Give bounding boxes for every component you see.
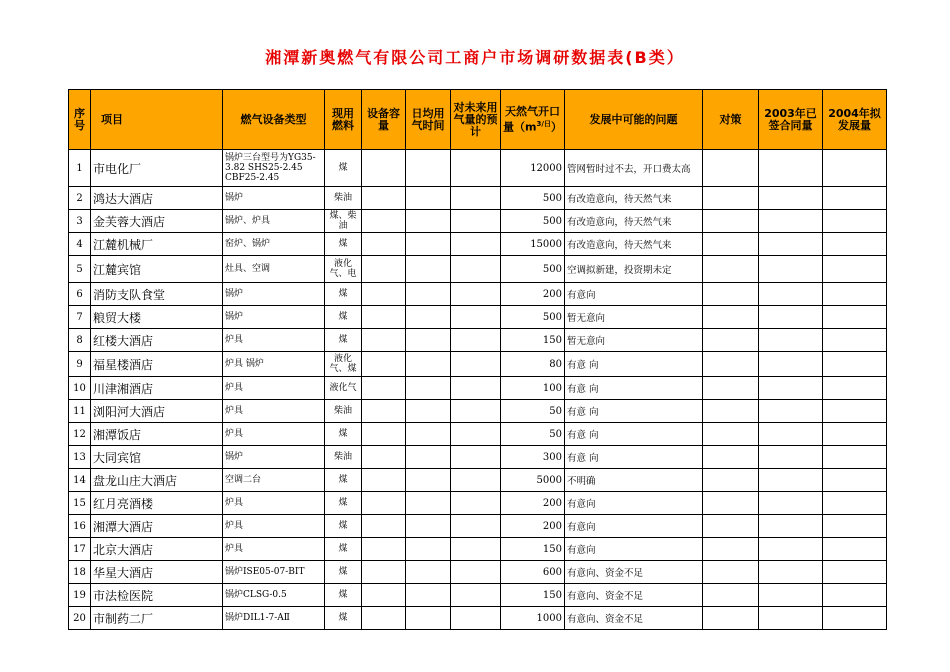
row-gas-volume: 5000 <box>501 469 565 492</box>
header-issues: 发展中可能的问题 <box>565 90 703 150</box>
table-row <box>69 515 887 538</box>
row-fuel: 煤 <box>325 306 362 329</box>
row-fuel: 煤 <box>325 584 362 607</box>
header-countermeasure: 对策 <box>703 90 759 150</box>
table-row <box>69 469 887 492</box>
row-capacity <box>362 492 406 515</box>
row-project-name: 福星楼酒店 <box>91 352 223 377</box>
row-signed-2003 <box>759 210 823 233</box>
row-gas-volume: 12000 <box>501 150 565 187</box>
row-future-gas <box>451 256 501 283</box>
row-number: 11 <box>69 400 91 423</box>
row-capacity <box>362 256 406 283</box>
row-number: 12 <box>69 423 91 446</box>
row-plan-2004 <box>823 584 887 607</box>
row-gas-volume: 200 <box>501 515 565 538</box>
row-plan-2004 <box>823 233 887 256</box>
row-project-name: 市法检医院 <box>91 584 223 607</box>
row-project-name: 大同宾馆 <box>91 446 223 469</box>
row-issue: 有意向 <box>565 283 703 306</box>
row-capacity <box>362 400 406 423</box>
table-row <box>69 492 887 515</box>
row-plan-2004 <box>823 377 887 400</box>
row-number: 7 <box>69 306 91 329</box>
row-equipment: 炉具 锅炉 <box>223 352 325 377</box>
row-countermeasure <box>703 584 759 607</box>
row-capacity <box>362 210 406 233</box>
row-project-name: 红月亮酒楼 <box>91 492 223 515</box>
table-body <box>69 150 887 630</box>
row-project-name: 湘潭大酒店 <box>91 515 223 538</box>
row-signed-2003 <box>759 584 823 607</box>
row-daily-hours <box>406 446 451 469</box>
table-row <box>69 400 887 423</box>
row-equipment: 炉具 <box>223 400 325 423</box>
table-row <box>69 233 887 256</box>
row-daily-hours <box>406 306 451 329</box>
row-signed-2003 <box>759 561 823 584</box>
row-fuel: 煤 <box>325 561 362 584</box>
row-plan-2004 <box>823 538 887 561</box>
header-plan-2004: 2004年拟发展量 <box>823 90 887 150</box>
row-equipment: 锅炉ISE05-07-BIT <box>223 561 325 584</box>
row-countermeasure <box>703 187 759 210</box>
row-countermeasure <box>703 515 759 538</box>
row-capacity <box>362 561 406 584</box>
row-capacity <box>362 187 406 210</box>
row-countermeasure <box>703 538 759 561</box>
row-future-gas <box>451 492 501 515</box>
row-gas-volume: 500 <box>501 187 565 210</box>
row-number: 3 <box>69 210 91 233</box>
row-number: 2 <box>69 187 91 210</box>
row-plan-2004 <box>823 150 887 187</box>
row-project-name: 川津湘酒店 <box>91 377 223 400</box>
row-future-gas <box>451 306 501 329</box>
header-daily-hours: 日均用气时间 <box>406 90 451 150</box>
row-project-name: 红楼大酒店 <box>91 329 223 352</box>
table-row <box>69 538 887 561</box>
row-capacity <box>362 538 406 561</box>
row-countermeasure <box>703 423 759 446</box>
row-signed-2003 <box>759 400 823 423</box>
row-daily-hours <box>406 187 451 210</box>
row-countermeasure <box>703 210 759 233</box>
row-number: 9 <box>69 352 91 377</box>
row-signed-2003 <box>759 283 823 306</box>
row-gas-volume: 500 <box>501 256 565 283</box>
row-number: 10 <box>69 377 91 400</box>
row-gas-volume: 50 <box>501 423 565 446</box>
row-signed-2003 <box>759 446 823 469</box>
row-fuel: 煤 <box>325 150 362 187</box>
row-number: 15 <box>69 492 91 515</box>
row-signed-2003 <box>759 306 823 329</box>
row-fuel: 液化气、电 <box>325 256 362 283</box>
row-issue: 暂无意向 <box>565 329 703 352</box>
row-signed-2003 <box>759 538 823 561</box>
row-future-gas <box>451 607 501 630</box>
row-issue: 暂无意向 <box>565 306 703 329</box>
row-gas-volume: 200 <box>501 283 565 306</box>
row-project-name: 浏阳河大酒店 <box>91 400 223 423</box>
row-plan-2004 <box>823 400 887 423</box>
row-plan-2004 <box>823 187 887 210</box>
row-fuel: 液化气、煤 <box>325 352 362 377</box>
row-countermeasure <box>703 607 759 630</box>
row-daily-hours <box>406 256 451 283</box>
row-project-name: 市电化厂 <box>91 150 223 187</box>
row-countermeasure <box>703 469 759 492</box>
header-fuel: 现用燃料 <box>325 90 362 150</box>
table-row <box>69 150 887 187</box>
gas-volume-label: 天然气开口量（m <box>503 104 560 134</box>
row-gas-volume: 200 <box>501 492 565 515</box>
row-future-gas <box>451 352 501 377</box>
row-number: 17 <box>69 538 91 561</box>
row-equipment: 锅炉 <box>223 446 325 469</box>
row-capacity <box>362 283 406 306</box>
gas-volume-close: ） <box>550 120 562 134</box>
row-issue: 有意向、资金不足 <box>565 607 703 630</box>
row-project-name: 北京大酒店 <box>91 538 223 561</box>
row-future-gas <box>451 400 501 423</box>
row-future-gas <box>451 283 501 306</box>
row-issue: 管网暂时过不去，开口费太高 <box>565 150 703 187</box>
row-countermeasure <box>703 352 759 377</box>
row-gas-volume: 300 <box>501 446 565 469</box>
row-daily-hours <box>406 584 451 607</box>
row-gas-volume: 15000 <box>501 233 565 256</box>
table-row <box>69 210 887 233</box>
row-signed-2003 <box>759 233 823 256</box>
row-issue: 有意 向 <box>565 446 703 469</box>
row-countermeasure <box>703 283 759 306</box>
row-equipment: 炉具 <box>223 538 325 561</box>
header-capacity: 设备容量 <box>362 90 406 150</box>
row-number: 19 <box>69 584 91 607</box>
row-daily-hours <box>406 515 451 538</box>
row-number: 1 <box>69 150 91 187</box>
table-row <box>69 256 887 283</box>
row-project-name: 盘龙山庄大酒店 <box>91 469 223 492</box>
header-no: 序号 <box>69 90 91 150</box>
row-number: 16 <box>69 515 91 538</box>
row-issue: 有意 向 <box>565 377 703 400</box>
row-capacity <box>362 150 406 187</box>
row-project-name: 粮贸大楼 <box>91 306 223 329</box>
row-future-gas <box>451 150 501 187</box>
row-capacity <box>362 515 406 538</box>
row-fuel: 煤 <box>325 469 362 492</box>
row-future-gas <box>451 329 501 352</box>
row-signed-2003 <box>759 187 823 210</box>
row-daily-hours <box>406 469 451 492</box>
row-daily-hours <box>406 150 451 187</box>
row-future-gas <box>451 210 501 233</box>
row-plan-2004 <box>823 352 887 377</box>
row-equipment: 窑炉、锅炉 <box>223 233 325 256</box>
row-issue: 有改造意向，待天然气来 <box>565 187 703 210</box>
row-capacity <box>362 306 406 329</box>
row-gas-volume: 80 <box>501 352 565 377</box>
row-gas-volume: 500 <box>501 210 565 233</box>
row-fuel: 柴油 <box>325 187 362 210</box>
row-plan-2004 <box>823 446 887 469</box>
row-plan-2004 <box>823 515 887 538</box>
row-capacity <box>362 233 406 256</box>
row-capacity <box>362 607 406 630</box>
row-capacity <box>362 469 406 492</box>
row-number: 6 <box>69 283 91 306</box>
header-signed-2003: 2003年已签合同量 <box>759 90 823 150</box>
row-equipment: 锅炉DIL1-7-AⅡ <box>223 607 325 630</box>
row-signed-2003 <box>759 607 823 630</box>
row-daily-hours <box>406 210 451 233</box>
row-project-name: 市制药二厂 <box>91 607 223 630</box>
row-future-gas <box>451 187 501 210</box>
row-fuel: 煤 <box>325 283 362 306</box>
row-future-gas <box>451 469 501 492</box>
row-equipment: 炉具 <box>223 423 325 446</box>
row-future-gas <box>451 584 501 607</box>
row-plan-2004 <box>823 329 887 352</box>
page-title: 湘潭新奥燃气有限公司工商户市场调研数据表(B类） <box>265 48 685 67</box>
row-countermeasure <box>703 492 759 515</box>
row-gas-volume: 500 <box>501 306 565 329</box>
row-signed-2003 <box>759 492 823 515</box>
row-future-gas <box>451 515 501 538</box>
row-gas-volume: 150 <box>501 538 565 561</box>
row-countermeasure <box>703 150 759 187</box>
gas-volume-unit: 3/日 <box>536 119 551 128</box>
row-fuel: 煤 <box>325 423 362 446</box>
row-plan-2004 <box>823 492 887 515</box>
row-fuel: 煤 <box>325 233 362 256</box>
row-plan-2004 <box>823 469 887 492</box>
row-number: 5 <box>69 256 91 283</box>
row-project-name: 金芙蓉大酒店 <box>91 210 223 233</box>
row-countermeasure <box>703 233 759 256</box>
table-row <box>69 446 887 469</box>
row-future-gas <box>451 561 501 584</box>
row-number: 13 <box>69 446 91 469</box>
survey-table <box>68 89 887 630</box>
row-fuel: 煤 <box>325 329 362 352</box>
row-daily-hours <box>406 352 451 377</box>
row-fuel: 柴油 <box>325 446 362 469</box>
row-daily-hours <box>406 423 451 446</box>
row-signed-2003 <box>759 469 823 492</box>
row-countermeasure <box>703 329 759 352</box>
row-gas-volume: 1000 <box>501 607 565 630</box>
row-future-gas <box>451 538 501 561</box>
row-daily-hours <box>406 283 451 306</box>
row-plan-2004 <box>823 423 887 446</box>
row-signed-2003 <box>759 515 823 538</box>
row-number: 20 <box>69 607 91 630</box>
row-fuel: 煤 <box>325 492 362 515</box>
row-fuel: 煤 <box>325 607 362 630</box>
header-item: 项目 <box>91 90 223 150</box>
table-row <box>69 584 887 607</box>
row-issue: 有意 向 <box>565 352 703 377</box>
row-issue: 有意向 <box>565 538 703 561</box>
row-capacity <box>362 352 406 377</box>
row-daily-hours <box>406 538 451 561</box>
row-gas-volume: 600 <box>501 561 565 584</box>
row-equipment: 锅炉 <box>223 306 325 329</box>
row-countermeasure <box>703 377 759 400</box>
row-project-name: 消防支队食堂 <box>91 283 223 306</box>
row-countermeasure <box>703 446 759 469</box>
row-countermeasure <box>703 306 759 329</box>
row-plan-2004 <box>823 561 887 584</box>
header-gas-volume <box>501 90 565 150</box>
row-equipment: 锅炉 <box>223 187 325 210</box>
row-gas-volume: 150 <box>501 584 565 607</box>
row-project-name: 江麓机械厂 <box>91 233 223 256</box>
header-equipment: 燃气设备类型 <box>223 90 325 150</box>
row-daily-hours <box>406 329 451 352</box>
row-daily-hours <box>406 377 451 400</box>
row-future-gas <box>451 423 501 446</box>
row-issue: 有意向 <box>565 492 703 515</box>
row-fuel: 柴油 <box>325 400 362 423</box>
row-countermeasure <box>703 400 759 423</box>
row-equipment: 锅炉三台型号为YG35-3.82 SHS25-2.45 CBF25-2.45 <box>223 150 325 187</box>
row-capacity <box>362 423 406 446</box>
row-signed-2003 <box>759 377 823 400</box>
row-plan-2004 <box>823 256 887 283</box>
row-issue: 空调拟新建，投资期未定 <box>565 256 703 283</box>
row-capacity <box>362 584 406 607</box>
table-row <box>69 329 887 352</box>
row-number: 8 <box>69 329 91 352</box>
row-number: 18 <box>69 561 91 584</box>
row-equipment: 炉具 <box>223 329 325 352</box>
table-row <box>69 187 887 210</box>
row-daily-hours <box>406 400 451 423</box>
row-plan-2004 <box>823 306 887 329</box>
row-issue: 有改造意向，待天然气来 <box>565 233 703 256</box>
row-plan-2004 <box>823 283 887 306</box>
table-row <box>69 561 887 584</box>
row-equipment: 灶具、空调 <box>223 256 325 283</box>
row-equipment: 锅炉、炉具 <box>223 210 325 233</box>
row-signed-2003 <box>759 329 823 352</box>
row-issue: 有意 向 <box>565 400 703 423</box>
row-issue: 有改造意向，待天然气来 <box>565 210 703 233</box>
row-number: 4 <box>69 233 91 256</box>
row-fuel: 煤、柴油 <box>325 210 362 233</box>
row-equipment: 炉具 <box>223 515 325 538</box>
row-daily-hours <box>406 233 451 256</box>
table-row <box>69 283 887 306</box>
row-issue: 不明确 <box>565 469 703 492</box>
table-row <box>69 423 887 446</box>
table-row <box>69 352 887 377</box>
row-issue: 有意向、资金不足 <box>565 584 703 607</box>
row-capacity <box>362 329 406 352</box>
row-future-gas <box>451 446 501 469</box>
table-row <box>69 377 887 400</box>
row-daily-hours <box>406 492 451 515</box>
row-issue: 有意 向 <box>565 423 703 446</box>
table-row <box>69 306 887 329</box>
row-signed-2003 <box>759 256 823 283</box>
row-countermeasure <box>703 256 759 283</box>
row-equipment: 炉具 <box>223 377 325 400</box>
row-plan-2004 <box>823 607 887 630</box>
row-issue: 有意向 <box>565 515 703 538</box>
row-countermeasure <box>703 561 759 584</box>
row-signed-2003 <box>759 150 823 187</box>
row-daily-hours <box>406 561 451 584</box>
row-fuel: 煤 <box>325 515 362 538</box>
row-equipment: 炉具 <box>223 492 325 515</box>
row-signed-2003 <box>759 423 823 446</box>
row-equipment: 锅炉 <box>223 283 325 306</box>
row-daily-hours <box>406 607 451 630</box>
row-gas-volume: 100 <box>501 377 565 400</box>
row-capacity <box>362 446 406 469</box>
row-future-gas <box>451 377 501 400</box>
row-project-name: 湘潭饭店 <box>91 423 223 446</box>
row-equipment: 锅炉CLSG-0.5 <box>223 584 325 607</box>
row-gas-volume: 150 <box>501 329 565 352</box>
row-fuel: 煤 <box>325 538 362 561</box>
header-row <box>69 90 887 150</box>
row-number: 14 <box>69 469 91 492</box>
row-issue: 有意向、资金不足 <box>565 561 703 584</box>
row-project-name: 江麓宾馆 <box>91 256 223 283</box>
row-project-name: 华星大酒店 <box>91 561 223 584</box>
row-capacity <box>362 377 406 400</box>
row-equipment: 空调二台 <box>223 469 325 492</box>
row-future-gas <box>451 233 501 256</box>
row-project-name: 鸿达大酒店 <box>91 187 223 210</box>
row-fuel: 液化气 <box>325 377 362 400</box>
table-row <box>69 607 887 630</box>
row-signed-2003 <box>759 352 823 377</box>
row-plan-2004 <box>823 210 887 233</box>
row-gas-volume: 50 <box>501 400 565 423</box>
header-future-gas: 对未来用气量的预计 <box>451 90 501 150</box>
